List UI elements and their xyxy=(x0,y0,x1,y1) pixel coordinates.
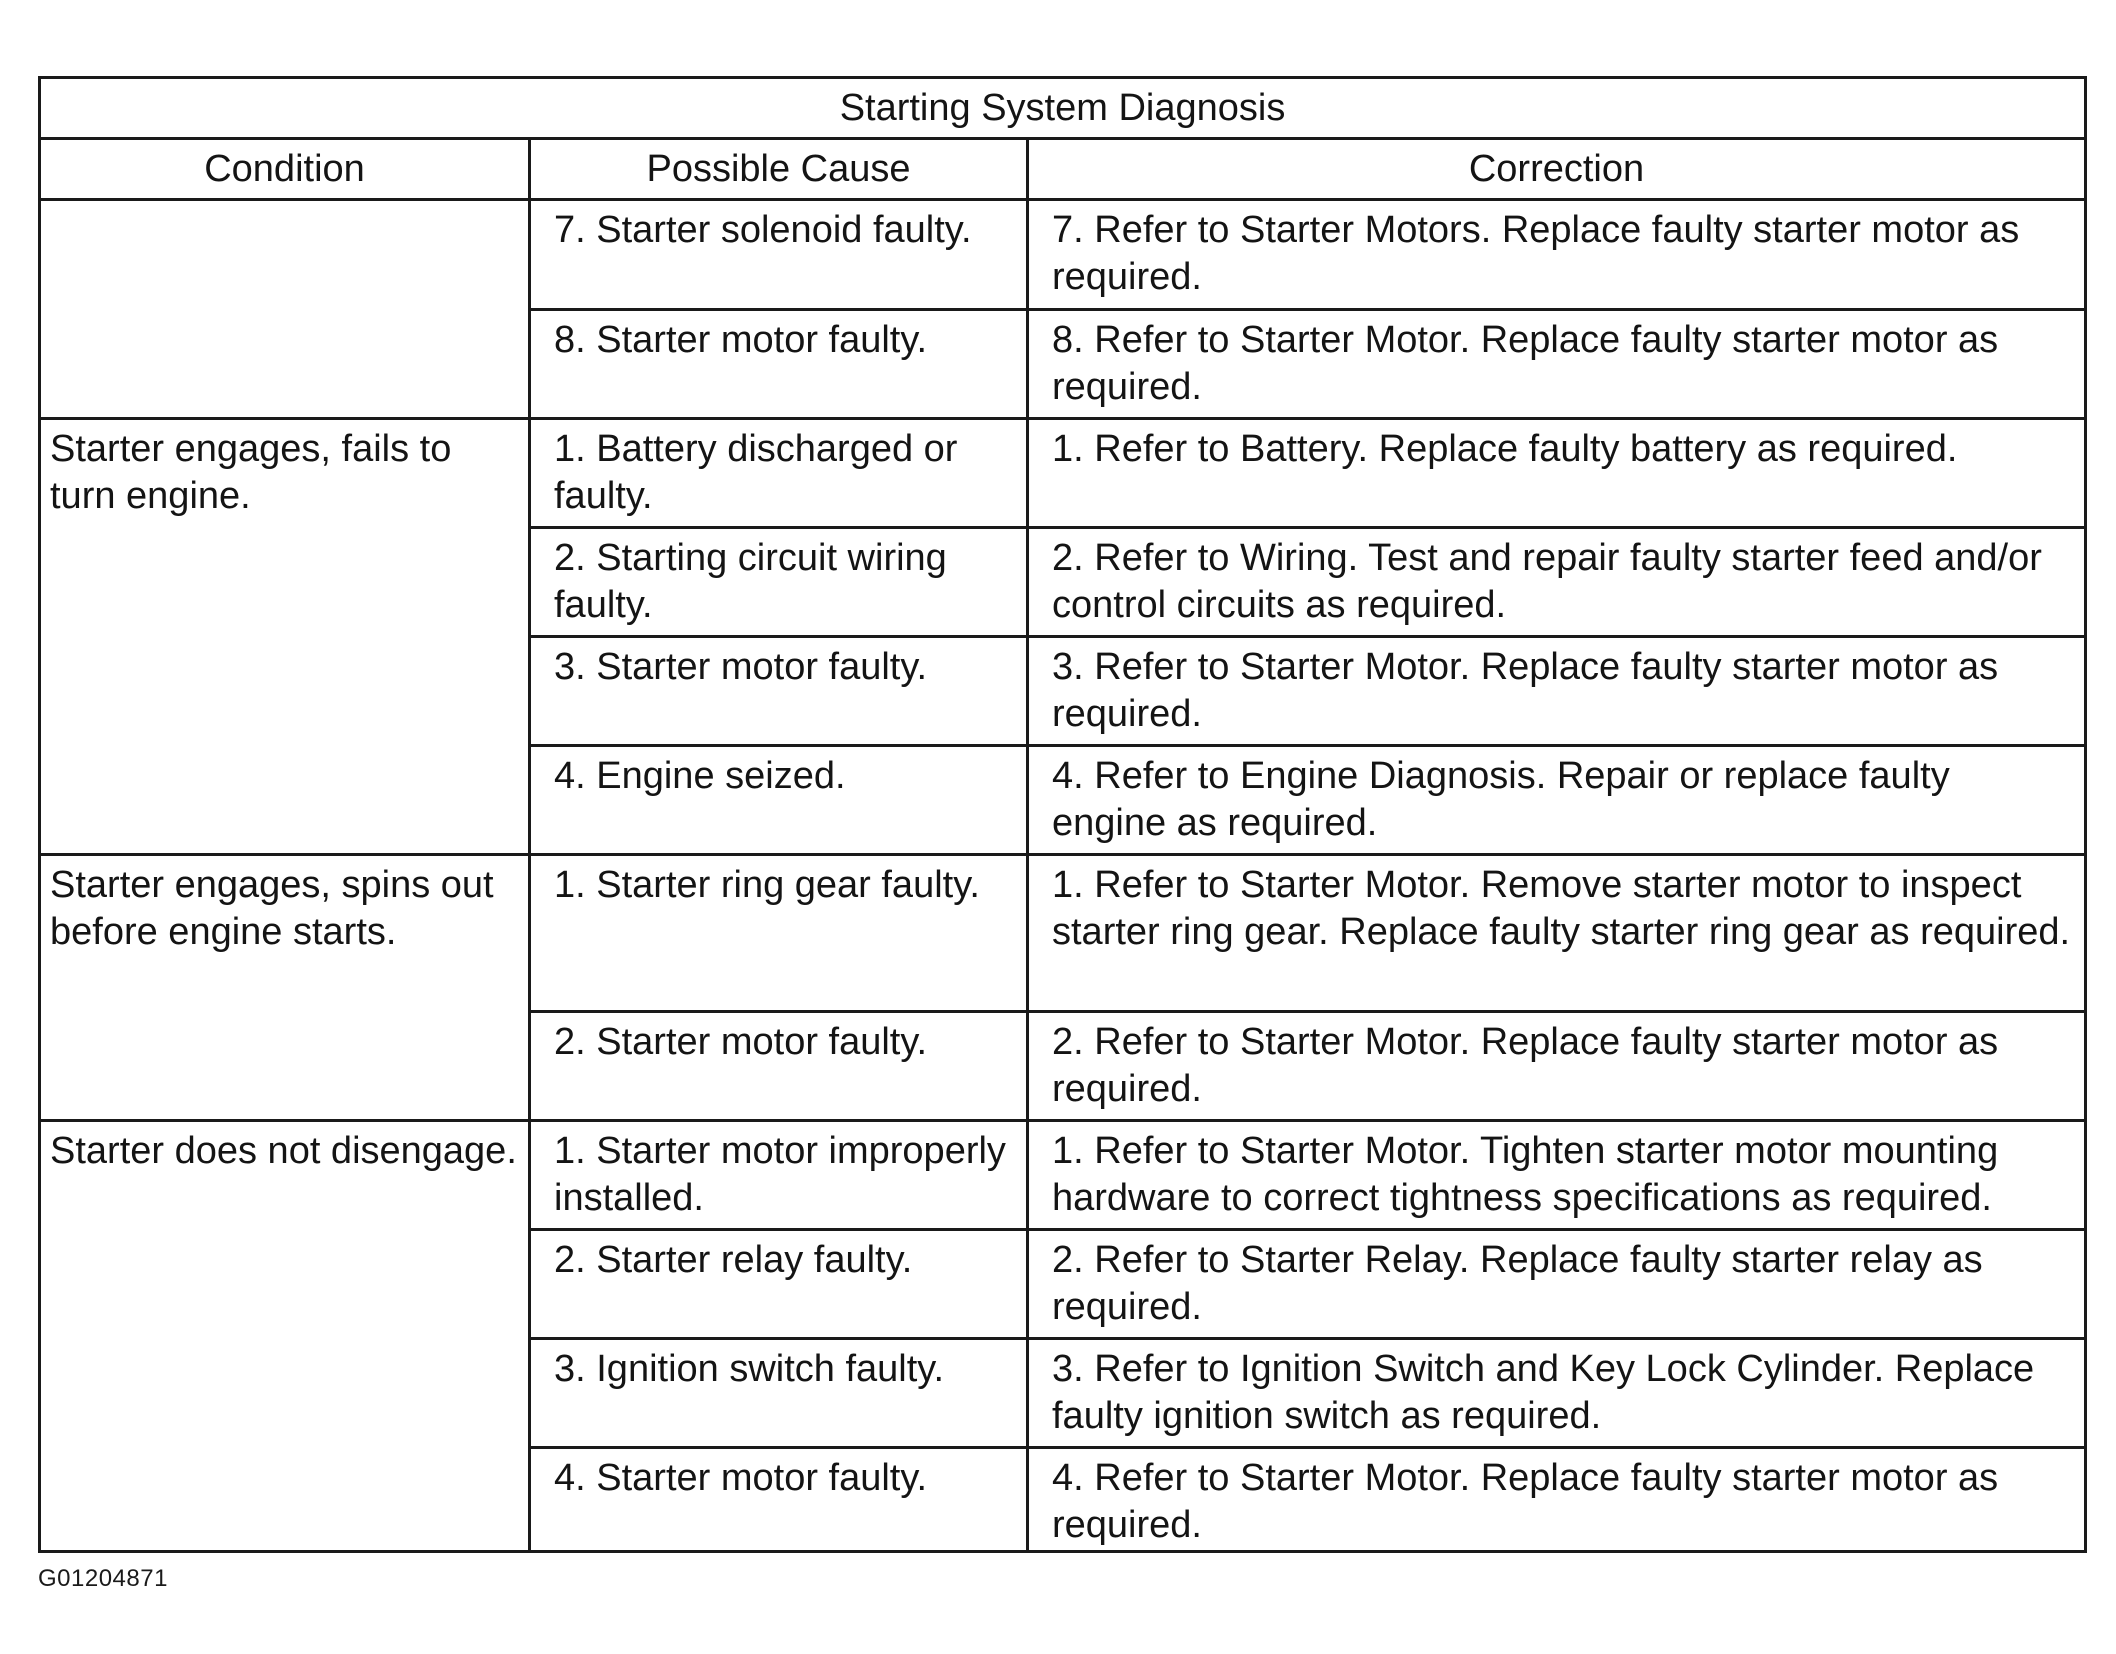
cause-cell: 2. Starter motor faulty. xyxy=(530,1012,1028,1121)
header-condition: Condition xyxy=(40,139,530,200)
condition-cell: Starter does not disengage. xyxy=(40,1121,530,1552)
correction-cell: 2. Refer to Starter Relay. Replace faulty starter relay as required. xyxy=(1028,1230,2086,1339)
correction-cell: 1. Refer to Battery. Replace faulty battery as required. xyxy=(1028,419,2086,528)
diagnosis-table xyxy=(38,76,2087,1553)
condition-cell: Starter engages, spins out before engine starts. xyxy=(40,855,530,1121)
correction-cell: 2. Refer to Wiring. Test and repair faulty starter feed and/or control circuits as required. xyxy=(1028,528,2086,637)
cause-cell: 2. Starting circuit wiring faulty. xyxy=(530,528,1028,637)
correction-cell: 4. Refer to Starter Motor. Replace faulty starter motor as required. xyxy=(1028,1448,2086,1552)
cause-cell: 3. Ignition switch faulty. xyxy=(530,1339,1028,1448)
cause-cell: 1. Starter ring gear faulty. xyxy=(530,855,1028,1012)
correction-cell: 8. Refer to Starter Motor. Replace faulty starter motor as required. xyxy=(1028,310,2086,419)
table-row xyxy=(40,1121,2086,1230)
correction-cell: 4. Refer to Engine Diagnosis. Repair or replace faulty engine as required. xyxy=(1028,746,2086,855)
cause-cell: 8. Starter motor faulty. xyxy=(530,310,1028,419)
condition-cell: Starter engages, fails to turn engine. xyxy=(40,419,530,855)
table-title: Starting System Diagnosis xyxy=(40,78,2086,139)
cause-cell: 4. Engine seized. xyxy=(530,746,1028,855)
table-row xyxy=(40,200,2086,310)
header-possible-cause: Possible Cause xyxy=(530,139,1028,200)
correction-cell: 1. Refer to Starter Motor. Remove starter motor to inspect starter ring gear. Replace faulty starter ring gear as required. xyxy=(1028,855,2086,1012)
cause-cell: 4. Starter motor faulty. xyxy=(530,1448,1028,1552)
cause-cell: 2. Starter relay faulty. xyxy=(530,1230,1028,1339)
figure-id: G01204871 xyxy=(38,1565,168,1592)
correction-cell: 3. Refer to Ignition Switch and Key Lock Cylinder. Replace faulty ignition switch as required. xyxy=(1028,1339,2086,1448)
correction-cell: 2. Refer to Starter Motor. Replace faulty starter motor as required. xyxy=(1028,1012,2086,1121)
correction-cell: 3. Refer to Starter Motor. Replace faulty starter motor as required. xyxy=(1028,637,2086,746)
table-row xyxy=(40,855,2086,1012)
correction-cell: 1. Refer to Starter Motor. Tighten starter motor mounting hardware to correct tightness specifications as required. xyxy=(1028,1121,2086,1230)
header-correction: Correction xyxy=(1028,139,2086,200)
condition-cell xyxy=(40,200,530,419)
correction-cell: 7. Refer to Starter Motors. Replace faulty starter motor as required. xyxy=(1028,200,2086,310)
cause-cell: 1. Starter motor improperly installed. xyxy=(530,1121,1028,1230)
table-row xyxy=(40,419,2086,528)
header-row xyxy=(40,139,2086,200)
cause-cell: 3. Starter motor faulty. xyxy=(530,637,1028,746)
title-row xyxy=(40,78,2086,139)
cause-cell: 1. Battery discharged or faulty. xyxy=(530,419,1028,528)
cause-cell: 7. Starter solenoid faulty. xyxy=(530,200,1028,310)
